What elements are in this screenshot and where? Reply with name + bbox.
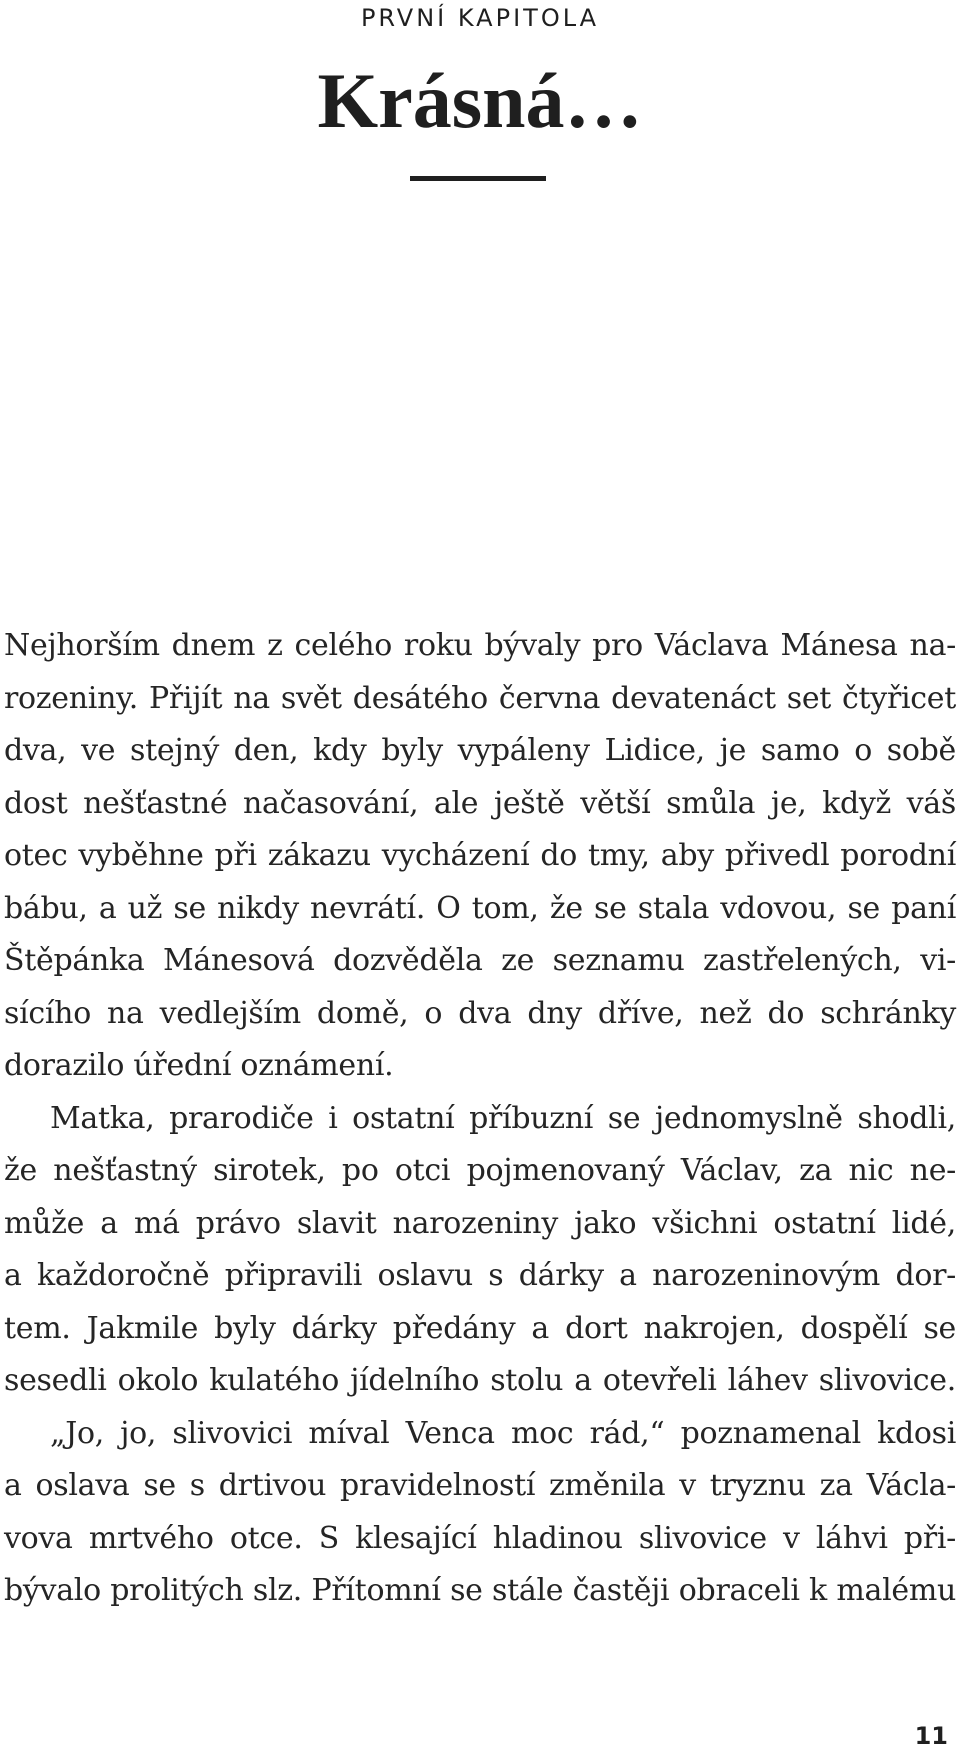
text-line: dva, ve stejný den, kdy byly vypáleny Lidice, je samo o sobě	[4, 733, 956, 768]
text-line: bábu, a už se nikdy nevrátí. O tom, že se stala vdovou, se paní	[4, 890, 956, 926]
chapter-title: Krásná…	[317, 57, 643, 144]
text-line: Štěpánka Mánesová dozvěděla ze seznamu zastřelených, vi-	[4, 943, 956, 978]
text-line: „Jo, jo, slivovici míval Venca moc rád,“ poznamenal kdosi	[50, 1415, 956, 1451]
text-line: a každoročně připravili oslavu s dárky a narozeninovým dor-	[4, 1258, 956, 1293]
text-line: vova mrtvého otce. S klesající hladinou slivovice v láhvi při-	[4, 1520, 956, 1556]
text-line: bývalo prolitých slz. Přítomní se stále častěji obraceli k malému	[4, 1573, 956, 1608]
text-line: rozeniny. Přijít na svět desátého června devatenáct set čtyřicet	[4, 680, 956, 716]
text-line: dost nešťastné načasování, ale ještě větší smůla je, když váš	[4, 785, 956, 821]
text-line: otec vyběhne při zákazu vycházení do tmy, aby přivedl porodní	[4, 838, 956, 873]
text-line: Nejhorším dnem z celého roku bývaly pro Václava Mánesa na-	[4, 628, 956, 663]
text-line: Matka, prarodiče i ostatní příbuzní se jednomyslně shodli,	[50, 1100, 956, 1136]
chapter-label: PRVNÍ KAPITOLA	[360, 4, 600, 32]
text-line: tem. Jakmile byly dárky předány a dort nakrojen, dospělí se	[4, 1310, 956, 1346]
body-text	[4, 620, 956, 1618]
text-line: že nešťastný sirotek, po otci pojmenovaný Václav, za nic ne-	[4, 1153, 956, 1188]
text-line: dorazilo úřední oznámení.	[4, 1048, 394, 1083]
text-line: může a má právo slavit narozeniny jako všichni ostatní lidé,	[4, 1205, 956, 1241]
text-line: sícího na vedlejším domě, o dva dny dříve, než do schránky	[4, 995, 956, 1031]
text-line: a oslava se s drtivou pravidelností změnila v tryznu za Václa-	[4, 1468, 956, 1503]
page-number: 11	[914, 1722, 948, 1750]
title-rule	[410, 176, 546, 181]
text-line: sesedli okolo kulatého jídelního stolu a otevřeli láhev slivovice.	[4, 1363, 956, 1398]
